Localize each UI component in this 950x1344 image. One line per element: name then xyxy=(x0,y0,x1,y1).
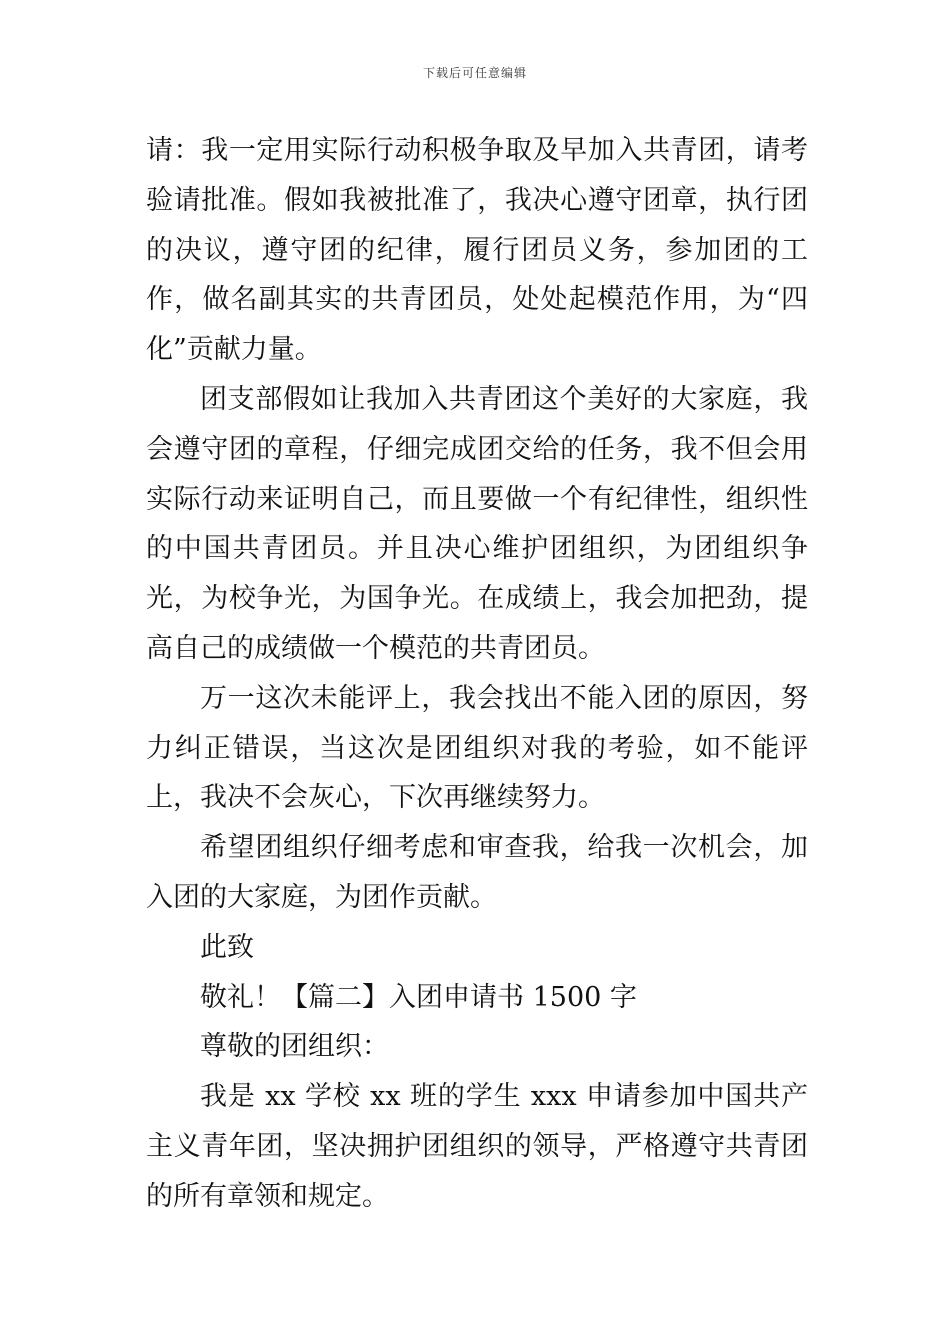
document-body xyxy=(146,126,808,1222)
paragraph-2: 团支部假如让我加入共青团这个美好的大家庭，我会遵守团的章程，仔细完成团交给的任务，我不但会用实际行动来证明自己，而且要做一个有纪律性，组织性的中国共青团员。并且决心维护团组织，为团组织争光，为校争光，为国争光。在成绩上，我会加把劲，提高自己的成绩做一个模范的共青团员。 xyxy=(146,383,808,664)
paragraph-1: 请：我一定用实际行动积极争取及早加入共青团，请考验请批准。假如我被批准了，我决心遵守团章，执行团的决议，遵守团的纪律，履行团员义务，参加团的工作，做名副其实的共青团员，处处起模范作用，为“四化”贡献力量。 xyxy=(146,135,808,366)
closing-salutation: 此致 xyxy=(200,931,254,963)
letter-greeting: 尊敬的团组织： xyxy=(200,1031,389,1063)
paragraph-intro: 我是 xx 学校 xx 班的学生 xxx 申请参加中国共产主义青年团，坚决拥护团组织的领导，严格遵守共青团的所有章领和规定。 xyxy=(146,1081,808,1212)
closing-regards-and-section-title: 敬礼！【篇二】入团申请书 1500 字 xyxy=(200,981,637,1013)
paragraph-4: 希望团组织仔细考虑和审查我，给我一次机会，加入团的大家庭，为团作贡献。 xyxy=(146,832,808,913)
paragraph-3: 万一这次未能评上，我会找出不能入团的原因，努力纠正错误，当这次是团组织对我的考验，如不能评上，我决不会灰心，下次再继续努力。 xyxy=(146,682,808,814)
page-header: 下载后可任意编辑 xyxy=(422,66,527,80)
